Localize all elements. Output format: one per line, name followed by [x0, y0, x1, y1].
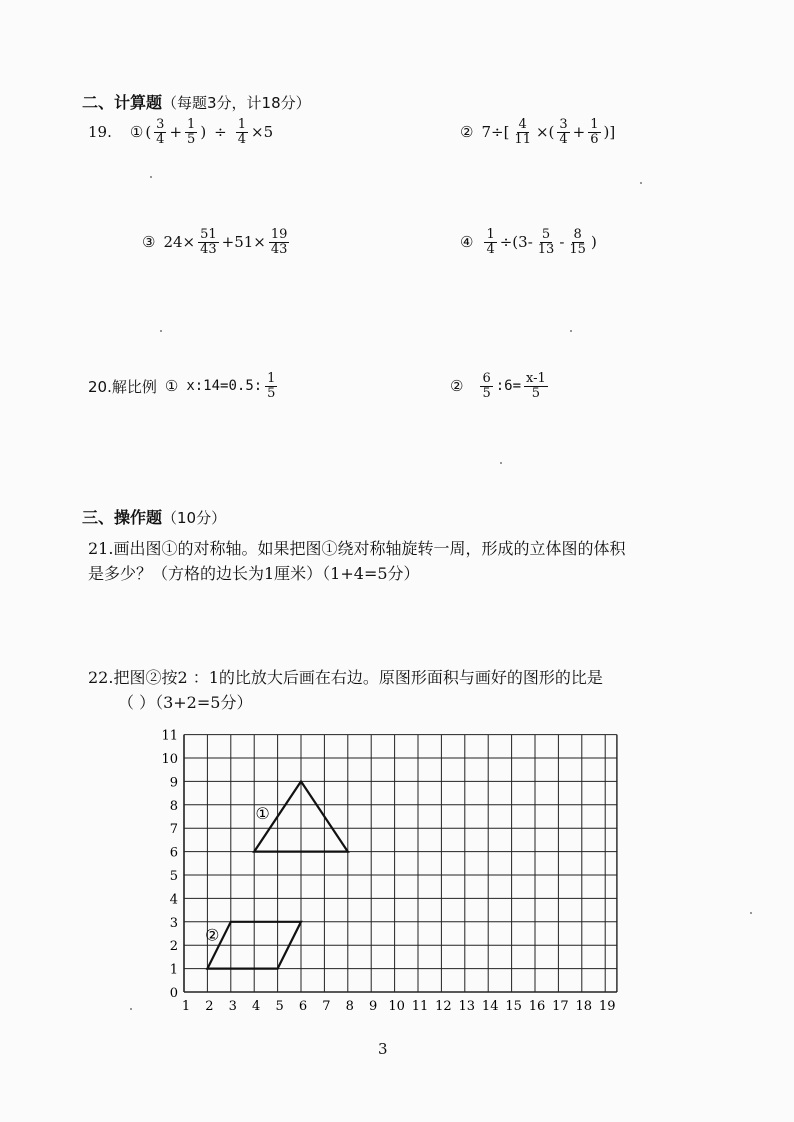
- y-tick-label: 5: [169, 869, 178, 884]
- x-tick-label: 4: [252, 999, 261, 1014]
- numerator: 8: [573, 227, 582, 242]
- denominator: 5: [267, 385, 276, 401]
- denominator: 4: [486, 241, 495, 257]
- fraction: [484, 228, 496, 256]
- section-note: （10分）: [162, 509, 227, 527]
- numerator: 5: [541, 227, 551, 242]
- scan-speck: [160, 330, 162, 332]
- grid-figure: [150, 718, 640, 1020]
- paren: (: [145, 123, 152, 142]
- expr-text: 24×: [163, 233, 196, 252]
- q19-part2: [460, 118, 615, 146]
- y-tick-label: 4: [169, 892, 178, 908]
- x-tick-label: 11: [411, 999, 429, 1014]
- q21-line2: 是多少？（方格的边长为1厘米）（1+4=5分）: [88, 564, 420, 583]
- fraction: [154, 118, 166, 146]
- fraction: [236, 118, 248, 146]
- numerator: 1: [267, 371, 276, 386]
- numerator: 3: [156, 117, 165, 132]
- circled-3: ③: [142, 233, 156, 252]
- question-label: 20.解比例: [88, 377, 157, 396]
- numerator: 4: [518, 117, 527, 132]
- denominator: 5: [531, 385, 541, 401]
- y-tick-label: 7: [169, 822, 178, 838]
- fraction: [269, 228, 290, 256]
- numerator: 1: [237, 117, 247, 132]
- numerator: 1: [486, 227, 495, 242]
- x-tick-label: 1: [181, 999, 191, 1014]
- q19-part4: [460, 228, 597, 256]
- expr-text: ×(: [535, 123, 555, 142]
- denominator: 43: [200, 241, 217, 257]
- x-tick-label: 3: [228, 999, 237, 1014]
- denominator: 5: [482, 385, 491, 401]
- denominator: 4: [559, 131, 568, 147]
- section-2-heading: [82, 90, 311, 113]
- scan-speck: [500, 462, 502, 464]
- section-title: 二、计算题: [82, 93, 163, 112]
- y-tick-label: 8: [169, 798, 178, 814]
- x-tick-label: 13: [458, 999, 476, 1014]
- fraction: [198, 228, 219, 256]
- fraction: [480, 372, 492, 400]
- expr-text: ): [590, 233, 597, 252]
- scan-speck: [130, 1008, 132, 1010]
- numerator: 6: [482, 371, 491, 386]
- x-tick-label: 8: [345, 999, 354, 1014]
- numerator: 1: [187, 117, 196, 132]
- numerator: x-1: [526, 371, 546, 386]
- grid-lines: [184, 735, 617, 992]
- y-tick-label: 6: [169, 845, 178, 861]
- y-tick-label: 0: [169, 986, 178, 1001]
- operator-tail: ×5: [251, 123, 274, 142]
- q19-part3: [142, 228, 290, 256]
- q22-line2: （ ）（3+2=5分）: [118, 693, 253, 712]
- y-tick-label: 11: [161, 728, 178, 744]
- x-tick-label: 10: [388, 999, 405, 1014]
- x-axis-labels: [182, 999, 616, 1014]
- figure-2-label: ②: [205, 925, 220, 945]
- y-tick-label: 2: [169, 939, 178, 955]
- x-tick-label: 5: [275, 999, 284, 1014]
- fraction: [524, 372, 548, 400]
- fraction: [185, 118, 197, 146]
- scan-speck: [570, 330, 572, 332]
- numerator: 51: [200, 227, 217, 242]
- scan-speck: [150, 176, 152, 178]
- x-tick-label: 18: [575, 999, 593, 1014]
- x-tick-label: 16: [528, 999, 546, 1014]
- x-tick-label: 15: [505, 999, 522, 1014]
- q22-line1: 22.把图②按2 ：1的比放大后画在右边。原图形面积与画好的图形的比是: [88, 668, 603, 687]
- numerator: 3: [559, 117, 568, 132]
- y-tick-label: 10: [161, 752, 178, 767]
- x-tick-label: 2: [205, 999, 214, 1014]
- section-title: 三、操作题: [82, 508, 163, 527]
- fraction: [567, 228, 588, 256]
- denominator: 5: [187, 131, 196, 147]
- operator: +: [169, 123, 183, 142]
- expr-text: )]: [603, 123, 616, 142]
- paren: ): [200, 123, 207, 142]
- x-tick-label: 9: [369, 999, 378, 1014]
- section-3-heading: [82, 505, 226, 528]
- circled-2: ②: [460, 123, 474, 142]
- x-tick-label: 12: [435, 999, 452, 1014]
- denominator: 11: [514, 131, 531, 147]
- denominator: 15: [569, 241, 586, 257]
- scan-speck: [750, 912, 752, 914]
- denominator: 13: [537, 241, 555, 257]
- operator: -: [559, 233, 565, 252]
- denominator: 4: [237, 131, 247, 147]
- section-note: （每题3分，计18分）: [162, 94, 311, 112]
- x-tick-label: 17: [552, 999, 569, 1014]
- figure-1-label: ①: [255, 803, 270, 823]
- operator: ÷: [214, 123, 227, 142]
- y-tick-label: 9: [169, 775, 178, 791]
- circled-4: ④: [460, 233, 474, 252]
- y-tick-label: 1: [169, 962, 178, 978]
- x-tick-label: 19: [598, 999, 616, 1014]
- y-tick-label: 3: [169, 915, 178, 931]
- fraction: [512, 118, 533, 146]
- circled-1: ①: [164, 377, 179, 396]
- fraction: [536, 228, 557, 256]
- circled-1: ①: [129, 123, 144, 142]
- q21-line1: 21.画出图①的对称轴。如果把图①绕对称轴旋转一周，形成的立体图的体积: [88, 539, 626, 558]
- expr-text: :6=: [495, 378, 522, 395]
- x-tick-label: 14: [481, 999, 499, 1014]
- expr-text: +51×: [221, 233, 266, 252]
- numerator: 19: [270, 227, 288, 242]
- q19-part1: [88, 118, 273, 146]
- denominator: 43: [270, 241, 288, 257]
- x-tick-label: 6: [298, 999, 308, 1014]
- expr-text: 7÷[: [481, 123, 510, 142]
- x-tick-label: 7: [322, 999, 331, 1014]
- scan-speck: [640, 182, 642, 184]
- q20-part2: [450, 372, 549, 400]
- fraction: [588, 118, 600, 146]
- denominator: 6: [590, 131, 599, 147]
- numerator: 1: [590, 117, 599, 132]
- question-number: 19.: [88, 123, 112, 142]
- expr-text: x:14=0.5:: [186, 378, 263, 395]
- fraction: [557, 118, 569, 146]
- expr-text: ÷(3-: [499, 233, 533, 252]
- denominator: 4: [156, 131, 165, 147]
- circled-2: ②: [450, 377, 464, 396]
- y-axis-labels: [161, 729, 178, 1001]
- operator: +: [572, 123, 586, 142]
- q20-part1: [88, 372, 278, 400]
- fraction: [265, 372, 277, 400]
- page-number: 3: [378, 1040, 388, 1058]
